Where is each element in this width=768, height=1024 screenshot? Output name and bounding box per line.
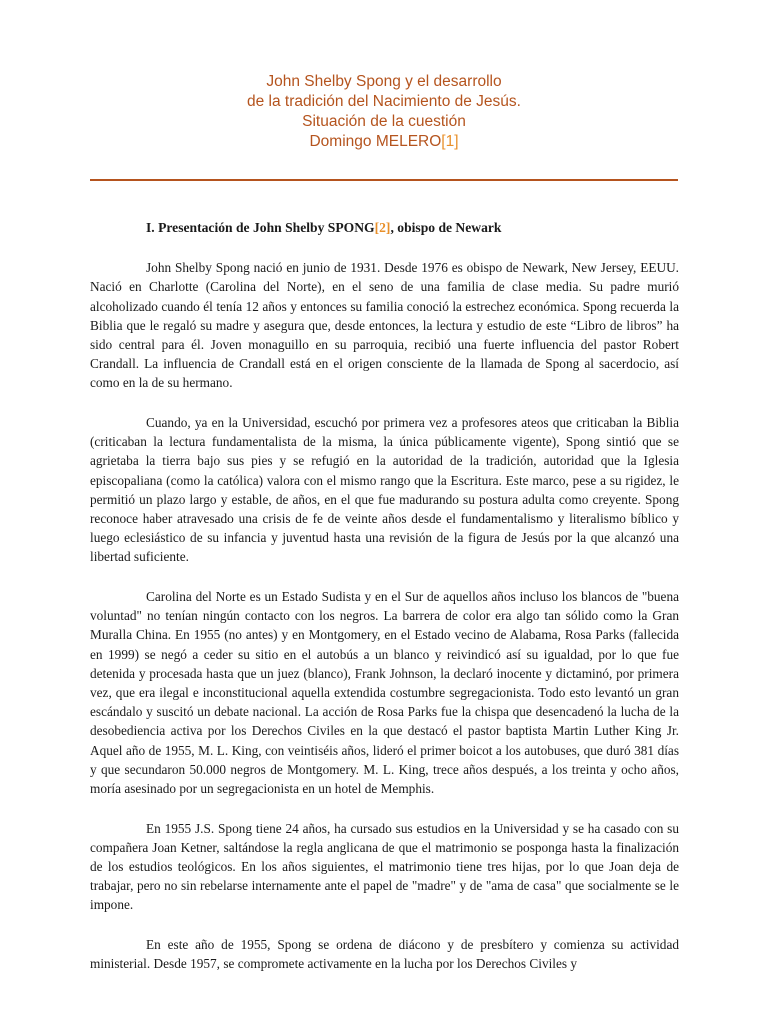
title-line-1: John Shelby Spong y el desarrollo bbox=[266, 73, 502, 90]
author-line bbox=[90, 132, 678, 152]
paragraph-2: Cuando, ya en la Universidad, escuchó por primera vez a profesores ateos que criticaban la Biblia (criticaban la lectura fundamentalista de la misma, la única públicamente vigente), Spong sintió que se agrietaba la tierra bajo sus pies y se refugió en la autoridad de la tradición, autoridad que la Iglesia episcopaliana (como la católica) valora con el mismo rango que la Escritura. Este marco, pese a su rigidez, le permitió un plazo largo y estable, de años, en el que fue madurando su postura adulta como creyente. Spong reconoce haber atravesado una crisis de fe de veinte años desde el fundamentalismo y literalismo bíblico y luego eclesiástico de su infancia y juventud hasta una revisión de la figura de Jesús por la que alcanzó una libertad suficiente. bbox=[90, 415, 679, 565]
title-line-2: de la tradición del Nacimiento de Jesús. bbox=[247, 93, 521, 110]
document-body bbox=[90, 218, 679, 994]
subtitle: Situación de la cuestión bbox=[302, 113, 466, 130]
paragraph-1: John Shelby Spong nació en junio de 1931. Desde 1976 es obispo de Newark, New Jersey, EEUU. Nació en Charlotte (Carolina del Norte), en el seno de una familia de clase media. Su padre murió alcoholizado cuando él tenía 12 años y entonces su familia conoció la estrechez económica. Spong recuerda la Biblia que le regaló su madre y asegura que, desde entonces, la lectura y estudio de este “Libro de libros” ha sido central para él. Joven monaguillo en su parroquia, recibió una fuerte influencia del pastor Robert Crandall. La influencia de Crandall está en el origen consciente de la llamada de Spong al sacerdocio, así como en la de su hermano. bbox=[90, 260, 679, 391]
section-footnote-link[interactable]: [2] bbox=[374, 220, 391, 235]
title-divider bbox=[90, 179, 678, 181]
section-heading-text: I. Presentación de John Shelby SPONG bbox=[146, 220, 375, 235]
author-footnote-link[interactable]: [1] bbox=[441, 133, 459, 150]
section-heading-suffix: , obispo de Newark bbox=[390, 220, 502, 235]
paragraph-4: En 1955 J.S. Spong tiene 24 años, ha cursado sus estudios en la Universidad y se ha casado con su compañera Joan Ketner, saltándose la regla anglicana de que el matrimonio se posponga hasta la finalización de los estudios teológicos. En los años siguientes, el matrimonio tiene tres hijas, por lo que Joan deja de trabajar, pero no sin rebelarse internamente ante el papel de "madre" y de "ama de casa" que socialmente se le impone. bbox=[90, 820, 679, 913]
section-heading bbox=[146, 218, 679, 237]
paragraph-3: Carolina del Norte es un Estado Sudista y en el Sur de aquellos años incluso los blancos de "buena voluntad" no tenían ningún contacto con los negros. La barrera de color era algo tan sólido como la Gran Muralla China. En 1955 (no antes) y en Montgomery, en el Estado vecino de Alabama, Rosa Parks (fallecida en 1999) se negó a ceder su sitio en el autobús a un blanco y reivindicó así su igualdad, por lo que fue detenida y procesada hasta que un juez (blanco), Frank Johnson, la declaró inocente y dictaminó, por primera vez, que era ilegal e inconstitucional aquella extendida costumbre segregacionista. Todo esto levantó un gran escándalo y suscitó un debate nacional. La acción de Rosa Parks fue la chispa que desencadenó la lucha de la desobediencia activa por los Derechos Civiles en la que destacó el pastor baptista Martin Luther King Jr. Aquel año de 1955, M. L. King, con veintiséis años, lideró el primer boicot a los autobuses, que duró 381 días y que secundaron 50.000 negros de Montgomery. M. L. King, trece años después, a los treinta y ocho años, moría asesinado por un segregacionista en un hotel de Memphis. bbox=[90, 589, 679, 797]
paragraph-5: En este año de 1955, Spong se ordena de diácono y de presbítero y comienza su actividad ministerial. Desde 1957, se compromete activamente en la lucha por los Derechos Civiles y bbox=[90, 937, 679, 972]
document-title-block bbox=[90, 72, 678, 152]
author-name: Domingo MELERO bbox=[309, 133, 442, 150]
